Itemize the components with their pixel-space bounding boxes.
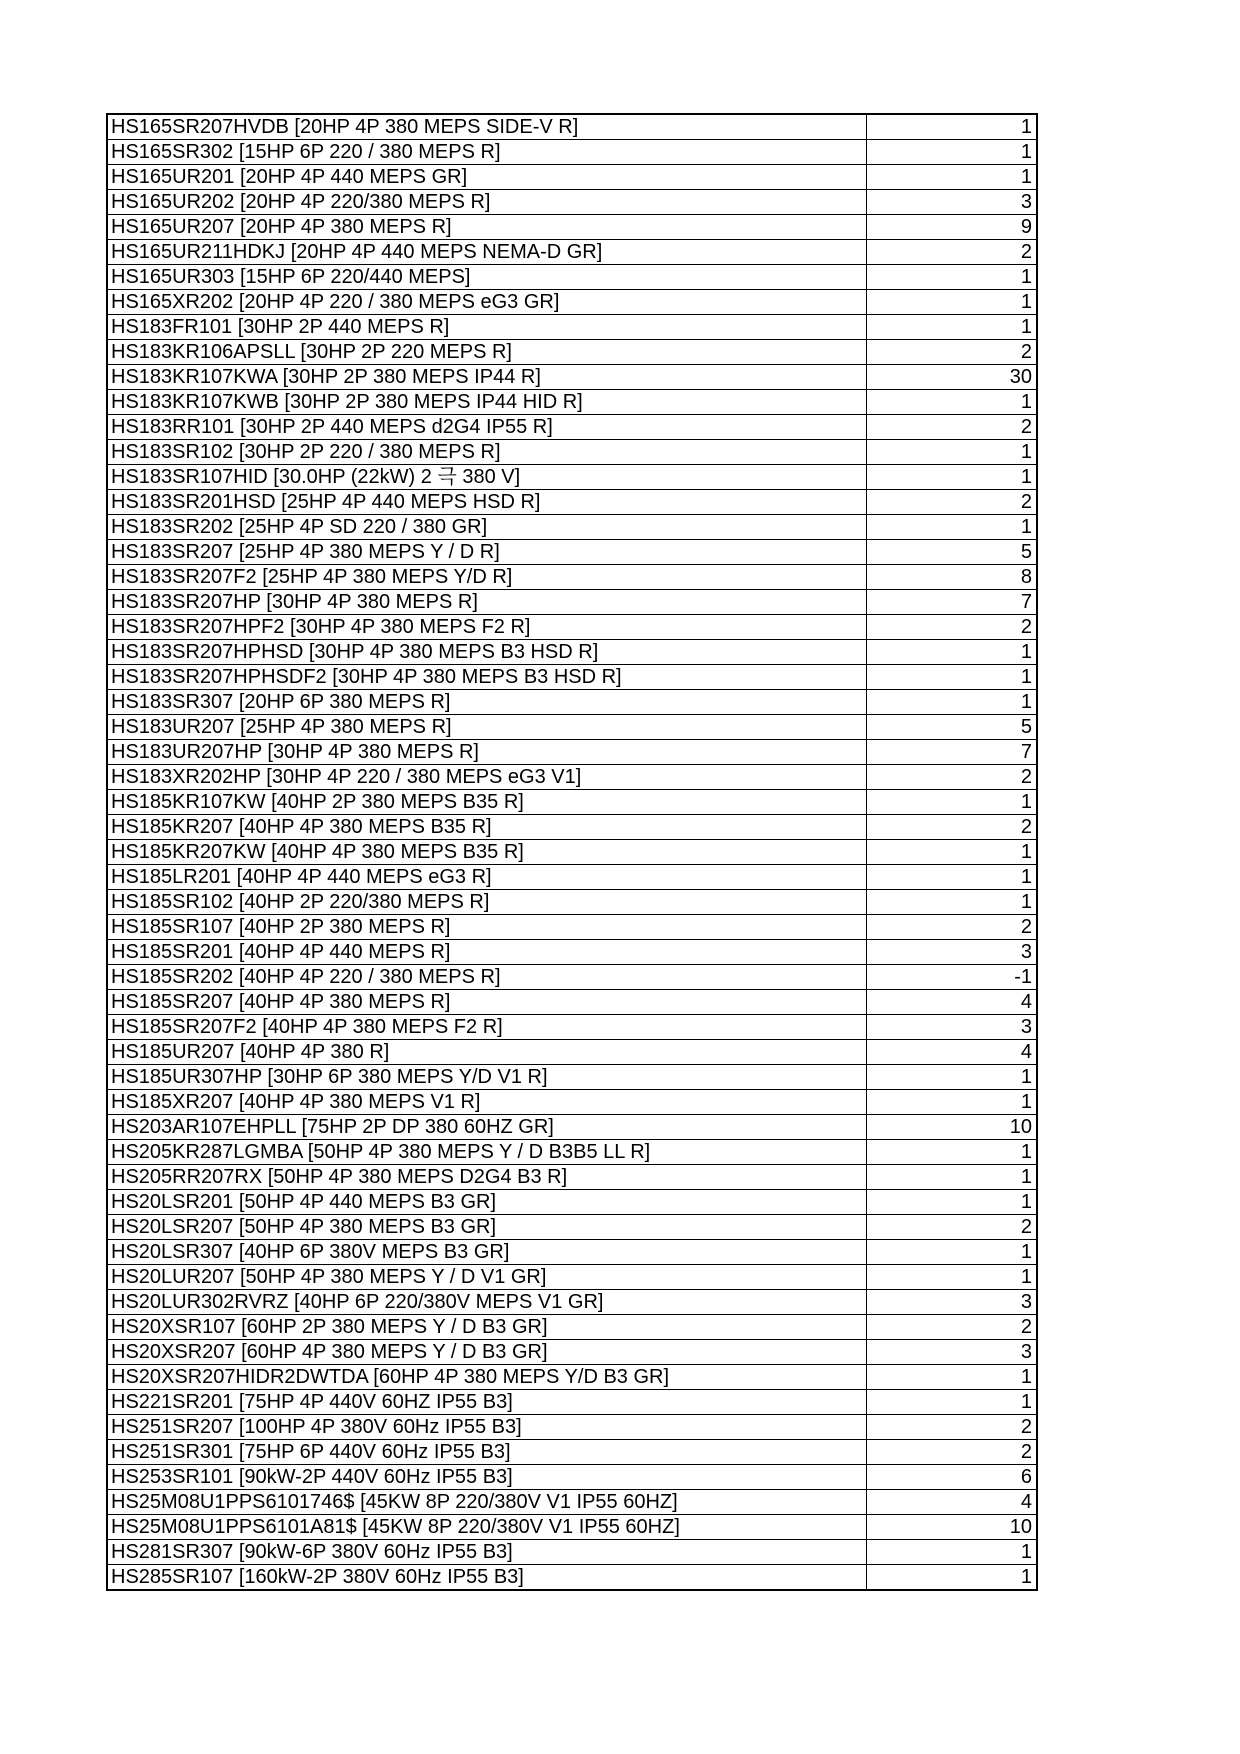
item-quantity-cell: 1 (866, 690, 1037, 715)
item-description-cell: HS185XR207 [40HP 4P 380 MEPS V1 R] (107, 1090, 866, 1115)
item-quantity-cell: 6 (866, 1465, 1037, 1490)
item-quantity-cell: 4 (866, 1040, 1037, 1065)
table-row (107, 340, 1037, 365)
item-quantity-cell: 5 (866, 540, 1037, 565)
item-description-cell: HS253SR101 [90kW-2P 440V 60Hz IP55 B3] (107, 1465, 866, 1490)
item-description-cell: HS183UR207HP [30HP 4P 380 MEPS R] (107, 740, 866, 765)
table-row (107, 1465, 1037, 1490)
item-quantity-cell: 1 (866, 840, 1037, 865)
item-quantity-cell: 1 (866, 315, 1037, 340)
item-description-cell: HS203AR107EHPLL [75HP 2P DP 380 60HZ GR] (107, 1115, 866, 1140)
item-description-cell: HS205KR287LGMBA [50HP 4P 380 MEPS Y / D B3B5 LL R] (107, 1140, 866, 1165)
table-row (107, 1315, 1037, 1340)
table-row (107, 1040, 1037, 1065)
table-row (107, 1340, 1037, 1365)
table-row (107, 615, 1037, 640)
item-description-cell: HS165SR302 [15HP 6P 220 / 380 MEPS R] (107, 140, 866, 165)
table-row (107, 390, 1037, 415)
item-quantity-cell: 1 (866, 265, 1037, 290)
item-quantity-cell: 2 (866, 415, 1037, 440)
item-quantity-cell: 2 (866, 915, 1037, 940)
item-description-cell: HS165UR207 [20HP 4P 380 MEPS R] (107, 215, 866, 240)
item-description-cell: HS25M08U1PPS6101A81$ [45KW 8P 220/380V V1 IP55 60HZ] (107, 1515, 866, 1540)
table-row (107, 1090, 1037, 1115)
table-row (107, 1390, 1037, 1415)
item-quantity-cell: 5 (866, 715, 1037, 740)
item-quantity-cell: 2 (866, 765, 1037, 790)
inventory-table (106, 113, 1038, 1591)
table-row (107, 1365, 1037, 1390)
item-quantity-cell: 3 (866, 1015, 1037, 1040)
table-row (107, 890, 1037, 915)
item-quantity-cell: 7 (866, 590, 1037, 615)
item-quantity-cell: 1 (866, 1090, 1037, 1115)
item-quantity-cell: 1 (866, 440, 1037, 465)
item-description-cell: HS20LSR307 [40HP 6P 380V MEPS B3 GR] (107, 1240, 866, 1265)
table-row (107, 1215, 1037, 1240)
item-description-cell: HS20LUR207 [50HP 4P 380 MEPS Y / D V1 GR] (107, 1265, 866, 1290)
item-description-cell: HS183SR307 [20HP 6P 380 MEPS R] (107, 690, 866, 715)
table-row (107, 490, 1037, 515)
table-row (107, 865, 1037, 890)
item-description-cell: HS183SR102 [30HP 2P 220 / 380 MEPS R] (107, 440, 866, 465)
item-quantity-cell: 10 (866, 1115, 1037, 1140)
item-quantity-cell: 1 (866, 790, 1037, 815)
item-quantity-cell: 2 (866, 615, 1037, 640)
item-quantity-cell: 1 (866, 1540, 1037, 1565)
item-description-cell: HS185UR207 [40HP 4P 380 R] (107, 1040, 866, 1065)
item-description-cell: HS183SR207 [25HP 4P 380 MEPS Y / D R] (107, 540, 866, 565)
item-quantity-cell: 4 (866, 990, 1037, 1015)
table-row (107, 315, 1037, 340)
table-row (107, 1065, 1037, 1090)
item-description-cell: HS185SR107 [40HP 2P 380 MEPS R] (107, 915, 866, 940)
table-row (107, 840, 1037, 865)
item-quantity-cell: 1 (866, 640, 1037, 665)
table-row (107, 1240, 1037, 1265)
item-quantity-cell: -1 (866, 965, 1037, 990)
item-description-cell: HS183SR201HSD [25HP 4P 440 MEPS HSD R] (107, 490, 866, 515)
item-description-cell: HS185SR201 [40HP 4P 440 MEPS R] (107, 940, 866, 965)
item-quantity-cell: 3 (866, 940, 1037, 965)
table-row (107, 1265, 1037, 1290)
item-quantity-cell: 3 (866, 190, 1037, 215)
table-row (107, 215, 1037, 240)
item-description-cell: HS185SR207 [40HP 4P 380 MEPS R] (107, 990, 866, 1015)
item-description-cell: HS20XSR107 [60HP 2P 380 MEPS Y / D B3 GR] (107, 1315, 866, 1340)
table-row (107, 1190, 1037, 1215)
item-quantity-cell: 1 (866, 865, 1037, 890)
item-description-cell: HS165XR202 [20HP 4P 220 / 380 MEPS eG3 GR] (107, 290, 866, 315)
item-quantity-cell: 9 (866, 215, 1037, 240)
table-row (107, 565, 1037, 590)
table-row (107, 1490, 1037, 1515)
item-description-cell: HS251SR207 [100HP 4P 380V 60Hz IP55 B3] (107, 1415, 866, 1440)
table-row (107, 140, 1037, 165)
table-row (107, 815, 1037, 840)
item-quantity-cell: 1 (866, 465, 1037, 490)
item-description-cell: HS183KR107KWB [30HP 2P 380 MEPS IP44 HID R] (107, 390, 866, 415)
item-description-cell: HS20XSR207HIDR2DWTDA [60HP 4P 380 MEPS Y/D B3 GR] (107, 1365, 866, 1390)
item-description-cell: HS183SR207HPF2 [30HP 4P 380 MEPS F2 R] (107, 615, 866, 640)
item-description-cell: HS20LSR201 [50HP 4P 440 MEPS B3 GR] (107, 1190, 866, 1215)
item-description-cell: HS185SR202 [40HP 4P 220 / 380 MEPS R] (107, 965, 866, 990)
table-row (107, 1440, 1037, 1465)
table-row (107, 1115, 1037, 1140)
table-row (107, 765, 1037, 790)
item-description-cell: HS183SR107HID [30.0HP (22kW) 2 극 380 V] (107, 465, 866, 490)
item-quantity-cell: 1 (866, 1190, 1037, 1215)
item-quantity-cell: 8 (866, 565, 1037, 590)
item-description-cell: HS183UR207 [25HP 4P 380 MEPS R] (107, 715, 866, 740)
item-description-cell: HS183KR107KWA [30HP 2P 380 MEPS IP44 R] (107, 365, 866, 390)
item-description-cell: HS285SR107 [160kW-2P 380V 60Hz IP55 B3] (107, 1565, 866, 1591)
table-row (107, 715, 1037, 740)
item-description-cell: HS185SR102 [40HP 2P 220/380 MEPS R] (107, 890, 866, 915)
item-description-cell: HS185KR107KW [40HP 2P 380 MEPS B35 R] (107, 790, 866, 815)
table-row (107, 415, 1037, 440)
item-quantity-cell: 3 (866, 1290, 1037, 1315)
table-row (107, 540, 1037, 565)
table-row (107, 190, 1037, 215)
table-row (107, 990, 1037, 1015)
table-row (107, 1165, 1037, 1190)
item-description-cell: HS20LSR207 [50HP 4P 380 MEPS B3 GR] (107, 1215, 866, 1240)
item-quantity-cell: 2 (866, 1440, 1037, 1465)
item-quantity-cell: 1 (866, 1140, 1037, 1165)
table-row (107, 1540, 1037, 1565)
item-quantity-cell: 1 (866, 390, 1037, 415)
item-quantity-cell: 7 (866, 740, 1037, 765)
item-description-cell: HS165UR303 [15HP 6P 220/440 MEPS] (107, 265, 866, 290)
item-quantity-cell: 3 (866, 1340, 1037, 1365)
table-row (107, 1015, 1037, 1040)
item-description-cell: HS165SR207HVDB [20HP 4P 380 MEPS SIDE-V R] (107, 114, 866, 140)
table-row (107, 690, 1037, 715)
item-quantity-cell: 30 (866, 365, 1037, 390)
item-quantity-cell: 2 (866, 1315, 1037, 1340)
item-quantity-cell: 2 (866, 240, 1037, 265)
item-quantity-cell: 1 (866, 1065, 1037, 1090)
item-description-cell: HS165UR211HDKJ [20HP 4P 440 MEPS NEMA-D GR] (107, 240, 866, 265)
table-row (107, 940, 1037, 965)
table-row (107, 465, 1037, 490)
table-row (107, 1565, 1037, 1591)
table-row (107, 515, 1037, 540)
item-quantity-cell: 1 (866, 290, 1037, 315)
item-description-cell: HS25M08U1PPS6101746$ [45KW 8P 220/380V V1 IP55 60HZ] (107, 1490, 866, 1515)
item-description-cell: HS165UR201 [20HP 4P 440 MEPS GR] (107, 165, 866, 190)
table-row (107, 665, 1037, 690)
item-description-cell: HS205RR207RX [50HP 4P 380 MEPS D2G4 B3 R] (107, 1165, 866, 1190)
item-description-cell: HS183FR101 [30HP 2P 440 MEPS R] (107, 315, 866, 340)
item-quantity-cell: 1 (866, 140, 1037, 165)
item-quantity-cell: 10 (866, 1515, 1037, 1540)
item-description-cell: HS183SR207HPHSD [30HP 4P 380 MEPS B3 HSD R] (107, 640, 866, 665)
item-description-cell: HS183KR106APSLL [30HP 2P 220 MEPS R] (107, 340, 866, 365)
item-quantity-cell: 1 (866, 665, 1037, 690)
item-description-cell: HS281SR307 [90kW-6P 380V 60Hz IP55 B3] (107, 1540, 866, 1565)
item-quantity-cell: 4 (866, 1490, 1037, 1515)
table-row (107, 290, 1037, 315)
item-quantity-cell: 2 (866, 1415, 1037, 1440)
item-description-cell: HS183SR202 [25HP 4P SD 220 / 380 GR] (107, 515, 866, 540)
table-row (107, 590, 1037, 615)
table-row (107, 440, 1037, 465)
item-description-cell: HS20XSR207 [60HP 4P 380 MEPS Y / D B3 GR] (107, 1340, 866, 1365)
table-row (107, 915, 1037, 940)
item-description-cell: HS183SR207HPHSDF2 [30HP 4P 380 MEPS B3 HSD R] (107, 665, 866, 690)
item-description-cell: HS221SR201 [75HP 4P 440V 60HZ IP55 B3] (107, 1390, 866, 1415)
table-row (107, 640, 1037, 665)
item-description-cell: HS185KR207KW [40HP 4P 380 MEPS B35 R] (107, 840, 866, 865)
table-row (107, 740, 1037, 765)
item-description-cell: HS20LUR302RVRZ [40HP 6P 220/380V MEPS V1 GR] (107, 1290, 866, 1315)
item-quantity-cell: 1 (866, 1240, 1037, 1265)
item-description-cell: HS251SR301 [75HP 6P 440V 60Hz IP55 B3] (107, 1440, 866, 1465)
item-quantity-cell: 2 (866, 340, 1037, 365)
table-row (107, 240, 1037, 265)
item-description-cell: HS185SR207F2 [40HP 4P 380 MEPS F2 R] (107, 1015, 866, 1040)
inventory-table-body (107, 114, 1037, 1590)
table-row (107, 365, 1037, 390)
item-quantity-cell: 1 (866, 1565, 1037, 1591)
table-row (107, 965, 1037, 990)
item-description-cell: HS165UR202 [20HP 4P 220/380 MEPS R] (107, 190, 866, 215)
item-description-cell: HS185LR201 [40HP 4P 440 MEPS eG3 R] (107, 865, 866, 890)
table-row (107, 1140, 1037, 1165)
item-description-cell: HS185UR307HP [30HP 6P 380 MEPS Y/D V1 R] (107, 1065, 866, 1090)
table-row (107, 1515, 1037, 1540)
table-row (107, 1290, 1037, 1315)
item-quantity-cell: 1 (866, 515, 1037, 540)
item-quantity-cell: 2 (866, 1215, 1037, 1240)
item-quantity-cell: 1 (866, 890, 1037, 915)
item-description-cell: HS183SR207HP [30HP 4P 380 MEPS R] (107, 590, 866, 615)
item-quantity-cell: 1 (866, 1165, 1037, 1190)
item-description-cell: HS185KR207 [40HP 4P 380 MEPS B35 R] (107, 815, 866, 840)
item-description-cell: HS183RR101 [30HP 2P 440 MEPS d2G4 IP55 R] (107, 415, 866, 440)
item-quantity-cell: 1 (866, 1390, 1037, 1415)
table-row (107, 1415, 1037, 1440)
item-quantity-cell: 1 (866, 114, 1037, 140)
item-quantity-cell: 1 (866, 1365, 1037, 1390)
item-quantity-cell: 1 (866, 1265, 1037, 1290)
item-description-cell: HS183XR202HP [30HP 4P 220 / 380 MEPS eG3 V1] (107, 765, 866, 790)
item-quantity-cell: 2 (866, 490, 1037, 515)
item-quantity-cell: 2 (866, 815, 1037, 840)
item-description-cell: HS183SR207F2 [25HP 4P 380 MEPS Y/D R] (107, 565, 866, 590)
item-quantity-cell: 1 (866, 165, 1037, 190)
table-row (107, 165, 1037, 190)
table-row (107, 790, 1037, 815)
table-row (107, 265, 1037, 290)
table-row (107, 114, 1037, 140)
